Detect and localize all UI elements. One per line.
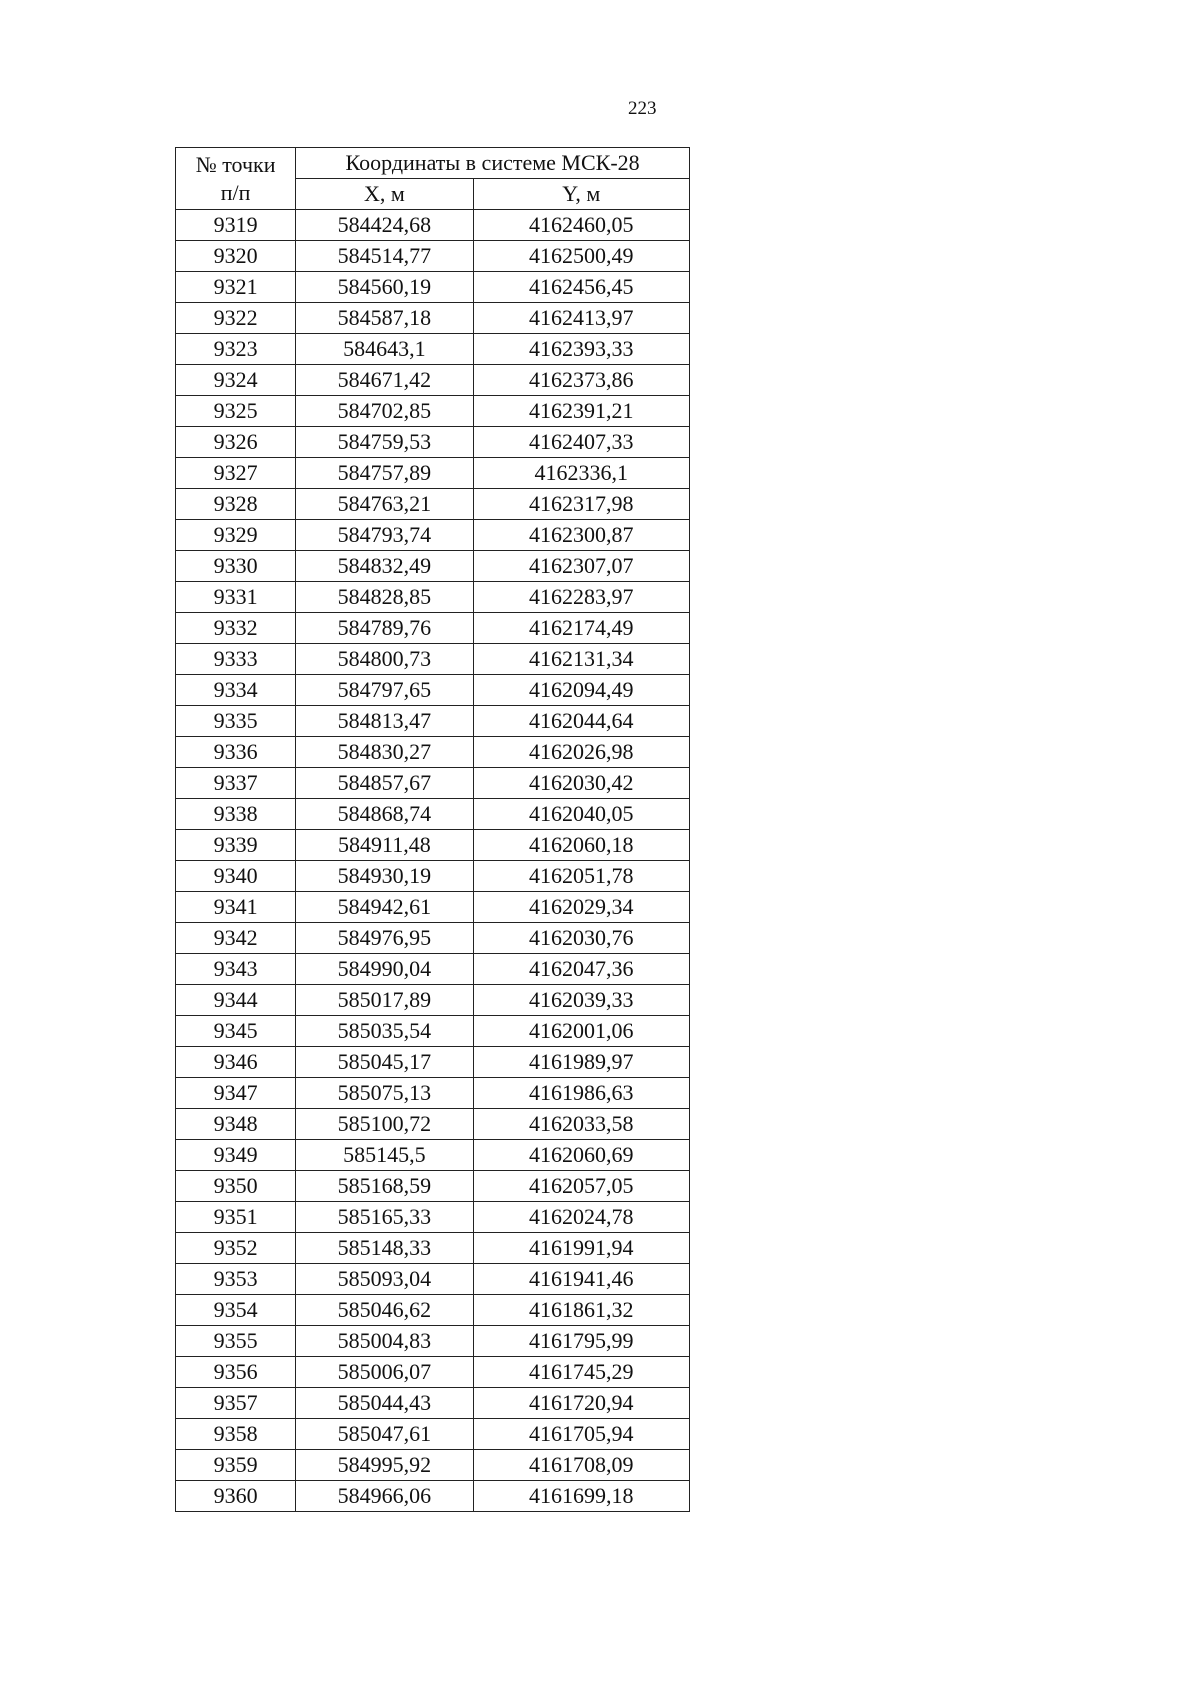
x-coordinate-cell: 584763,21 — [296, 489, 473, 520]
x-coordinate-cell: 585017,89 — [296, 985, 473, 1016]
table-row — [176, 1202, 690, 1233]
y-coordinate-cell: 4162060,69 — [473, 1140, 689, 1171]
y-coordinate-cell: 4161745,29 — [473, 1357, 689, 1388]
point-number-cell: 9341 — [176, 892, 296, 923]
y-coordinate-cell: 4162001,06 — [473, 1016, 689, 1047]
y-coordinate-cell: 4161989,97 — [473, 1047, 689, 1078]
x-coordinate-cell: 585148,33 — [296, 1233, 473, 1264]
y-coordinate-cell: 4162456,45 — [473, 272, 689, 303]
y-coordinate-cell: 4162044,64 — [473, 706, 689, 737]
table-row — [176, 1016, 690, 1047]
point-number-cell: 9330 — [176, 551, 296, 582]
y-coordinate-cell: 4162174,49 — [473, 613, 689, 644]
point-number-cell: 9359 — [176, 1450, 296, 1481]
table-row — [176, 396, 690, 427]
y-coordinate-cell: 4162039,33 — [473, 985, 689, 1016]
point-number-cell: 9334 — [176, 675, 296, 706]
x-coordinate-cell: 584857,67 — [296, 768, 473, 799]
point-number-cell: 9357 — [176, 1388, 296, 1419]
point-number-cell: 9331 — [176, 582, 296, 613]
table-row — [176, 706, 690, 737]
x-coordinate-cell: 585168,59 — [296, 1171, 473, 1202]
x-coordinate-cell: 585045,17 — [296, 1047, 473, 1078]
table-row — [176, 1047, 690, 1078]
point-number-cell: 9342 — [176, 923, 296, 954]
point-number-cell: 9343 — [176, 954, 296, 985]
table-row — [176, 520, 690, 551]
point-number-cell: 9348 — [176, 1109, 296, 1140]
y-coordinate-cell: 4162033,58 — [473, 1109, 689, 1140]
y-coordinate-cell: 4162283,97 — [473, 582, 689, 613]
x-coordinate-cell: 584930,19 — [296, 861, 473, 892]
x-coordinate-cell: 584813,47 — [296, 706, 473, 737]
table-body — [176, 210, 690, 1512]
x-coordinate-cell: 584702,85 — [296, 396, 473, 427]
point-number-cell: 9349 — [176, 1140, 296, 1171]
x-coordinate-cell: 584797,65 — [296, 675, 473, 706]
table-row — [176, 892, 690, 923]
x-coordinate-cell: 584976,95 — [296, 923, 473, 954]
coordinates-table — [175, 147, 690, 1512]
y-coordinate-cell: 4162391,21 — [473, 396, 689, 427]
x-coordinate-cell: 584759,53 — [296, 427, 473, 458]
point-number-header-line2: п/п — [220, 179, 251, 205]
y-coordinate-cell: 4162336,1 — [473, 458, 689, 489]
x-coordinate-cell: 584789,76 — [296, 613, 473, 644]
point-number-cell: 9352 — [176, 1233, 296, 1264]
point-number-cell: 9326 — [176, 427, 296, 458]
point-number-cell: 9329 — [176, 520, 296, 551]
y-coordinate-cell: 4161795,99 — [473, 1326, 689, 1357]
x-coordinate-cell: 584587,18 — [296, 303, 473, 334]
point-number-cell: 9324 — [176, 365, 296, 396]
x-coordinate-cell: 585035,54 — [296, 1016, 473, 1047]
table-row — [176, 365, 690, 396]
table-row — [176, 923, 690, 954]
x-coordinate-cell: 584966,06 — [296, 1481, 473, 1512]
point-number-cell: 9351 — [176, 1202, 296, 1233]
table-row — [176, 489, 690, 520]
x-coordinate-cell: 584868,74 — [296, 799, 473, 830]
point-number-cell: 9339 — [176, 830, 296, 861]
table-row — [176, 1419, 690, 1450]
table-row — [176, 582, 690, 613]
table-row — [176, 210, 690, 241]
x-coordinate-cell: 585006,07 — [296, 1357, 473, 1388]
x-coordinate-cell: 584911,48 — [296, 830, 473, 861]
point-number-cell: 9347 — [176, 1078, 296, 1109]
y-coordinate-cell: 4161986,63 — [473, 1078, 689, 1109]
point-number-cell: 9337 — [176, 768, 296, 799]
point-number-cell: 9321 — [176, 272, 296, 303]
table-row — [176, 737, 690, 768]
point-number-cell: 9354 — [176, 1295, 296, 1326]
x-coordinate-cell: 584800,73 — [296, 644, 473, 675]
table-row — [176, 1388, 690, 1419]
x-coordinate-cell: 585165,33 — [296, 1202, 473, 1233]
x-coordinate-cell: 584560,19 — [296, 272, 473, 303]
y-coordinate-cell: 4162373,86 — [473, 365, 689, 396]
x-coordinate-cell: 584830,27 — [296, 737, 473, 768]
table-row — [176, 1450, 690, 1481]
y-coordinate-cell: 4162460,05 — [473, 210, 689, 241]
table-row — [176, 1295, 690, 1326]
x-coordinate-cell: 584643,1 — [296, 334, 473, 365]
table-row — [176, 954, 690, 985]
point-number-cell: 9358 — [176, 1419, 296, 1450]
point-number-cell: 9360 — [176, 1481, 296, 1512]
point-number-cell: 9319 — [176, 210, 296, 241]
table-row — [176, 427, 690, 458]
x-coordinate-cell: 584942,61 — [296, 892, 473, 923]
y-coordinate-cell: 4162030,42 — [473, 768, 689, 799]
point-number-cell: 9346 — [176, 1047, 296, 1078]
point-number-cell: 9325 — [176, 396, 296, 427]
point-number-cell: 9335 — [176, 706, 296, 737]
y-coordinate-cell: 4162317,98 — [473, 489, 689, 520]
x-coordinate-cell: 585044,43 — [296, 1388, 473, 1419]
table-row — [176, 1140, 690, 1171]
table-row — [176, 1264, 690, 1295]
x-coordinate-cell: 585004,83 — [296, 1326, 473, 1357]
table-row — [176, 1078, 690, 1109]
table-row — [176, 613, 690, 644]
page-number: 223 — [628, 98, 657, 119]
point-number-cell: 9336 — [176, 737, 296, 768]
table-row — [176, 1233, 690, 1264]
y-coordinate-cell: 4162131,34 — [473, 644, 689, 675]
x-coordinate-cell: 585075,13 — [296, 1078, 473, 1109]
x-coordinate-cell: 585047,61 — [296, 1419, 473, 1450]
y-coordinate-cell: 4162500,49 — [473, 241, 689, 272]
x-coordinate-cell: 584995,92 — [296, 1450, 473, 1481]
table-row — [176, 241, 690, 272]
y-coordinate-cell: 4161991,94 — [473, 1233, 689, 1264]
table-row — [176, 830, 690, 861]
point-number-cell: 9320 — [176, 241, 296, 272]
point-number-header-line1: № точки — [195, 151, 276, 177]
y-coordinate-cell: 4162393,33 — [473, 334, 689, 365]
y-coordinate-cell: 4161699,18 — [473, 1481, 689, 1512]
coordinates-system-header: Координаты в системе МСК-28 — [296, 148, 690, 179]
x-coordinate-cell: 584793,74 — [296, 520, 473, 551]
table-row — [176, 303, 690, 334]
point-number-cell: 9333 — [176, 644, 296, 675]
point-number-cell: 9328 — [176, 489, 296, 520]
point-number-cell: 9340 — [176, 861, 296, 892]
y-coordinate-cell: 4162307,07 — [473, 551, 689, 582]
table-row — [176, 985, 690, 1016]
point-number-cell: 9353 — [176, 1264, 296, 1295]
point-number-cell: 9350 — [176, 1171, 296, 1202]
point-number-cell: 9338 — [176, 799, 296, 830]
table-row — [176, 334, 690, 365]
point-number-cell: 9322 — [176, 303, 296, 334]
y-coordinate-cell: 4162051,78 — [473, 861, 689, 892]
table-row — [176, 1357, 690, 1388]
table-row — [176, 799, 690, 830]
table-row — [176, 1481, 690, 1512]
point-number-cell: 9355 — [176, 1326, 296, 1357]
y-coordinate-cell: 4161720,94 — [473, 1388, 689, 1419]
y-coordinate-cell: 4162026,98 — [473, 737, 689, 768]
y-coordinate-cell: 4162060,18 — [473, 830, 689, 861]
y-coordinate-cell: 4161861,32 — [473, 1295, 689, 1326]
x-coordinate-cell: 584990,04 — [296, 954, 473, 985]
point-number-cell: 9323 — [176, 334, 296, 365]
table-row — [176, 551, 690, 582]
y-coordinate-cell: 4162040,05 — [473, 799, 689, 830]
table-row — [176, 1326, 690, 1357]
table-row — [176, 272, 690, 303]
x-coordinate-cell: 584671,42 — [296, 365, 473, 396]
y-coordinate-cell: 4162057,05 — [473, 1171, 689, 1202]
table-row — [176, 1171, 690, 1202]
y-coordinate-cell: 4162047,36 — [473, 954, 689, 985]
x-coordinate-cell: 584828,85 — [296, 582, 473, 613]
x-coordinate-cell: 584757,89 — [296, 458, 473, 489]
point-number-cell: 9345 — [176, 1016, 296, 1047]
x-coordinate-cell: 585100,72 — [296, 1109, 473, 1140]
y-coordinate-cell: 4161708,09 — [473, 1450, 689, 1481]
x-coordinate-cell: 584424,68 — [296, 210, 473, 241]
y-coordinate-cell: 4162413,97 — [473, 303, 689, 334]
table-row — [176, 675, 690, 706]
x-coordinate-cell: 584514,77 — [296, 241, 473, 272]
point-number-header — [176, 148, 296, 210]
x-coordinate-cell: 585046,62 — [296, 1295, 473, 1326]
table-row — [176, 458, 690, 489]
x-coordinate-cell: 584832,49 — [296, 551, 473, 582]
y-coordinate-cell: 4162029,34 — [473, 892, 689, 923]
y-coordinate-cell: 4162407,33 — [473, 427, 689, 458]
y-coordinate-cell: 4161705,94 — [473, 1419, 689, 1450]
table-row — [176, 768, 690, 799]
y-coordinate-cell: 4161941,46 — [473, 1264, 689, 1295]
y-coordinate-cell: 4162024,78 — [473, 1202, 689, 1233]
table-row — [176, 644, 690, 675]
y-coordinate-cell: 4162300,87 — [473, 520, 689, 551]
x-coordinate-cell: 585145,5 — [296, 1140, 473, 1171]
point-number-cell: 9327 — [176, 458, 296, 489]
x-column-header: X, м — [296, 179, 473, 210]
y-coordinate-cell: 4162094,49 — [473, 675, 689, 706]
point-number-cell: 9356 — [176, 1357, 296, 1388]
point-number-cell: 9344 — [176, 985, 296, 1016]
point-number-cell: 9332 — [176, 613, 296, 644]
y-coordinate-cell: 4162030,76 — [473, 923, 689, 954]
table-row — [176, 1109, 690, 1140]
x-coordinate-cell: 585093,04 — [296, 1264, 473, 1295]
y-column-header: Y, м — [473, 179, 689, 210]
table-row — [176, 861, 690, 892]
